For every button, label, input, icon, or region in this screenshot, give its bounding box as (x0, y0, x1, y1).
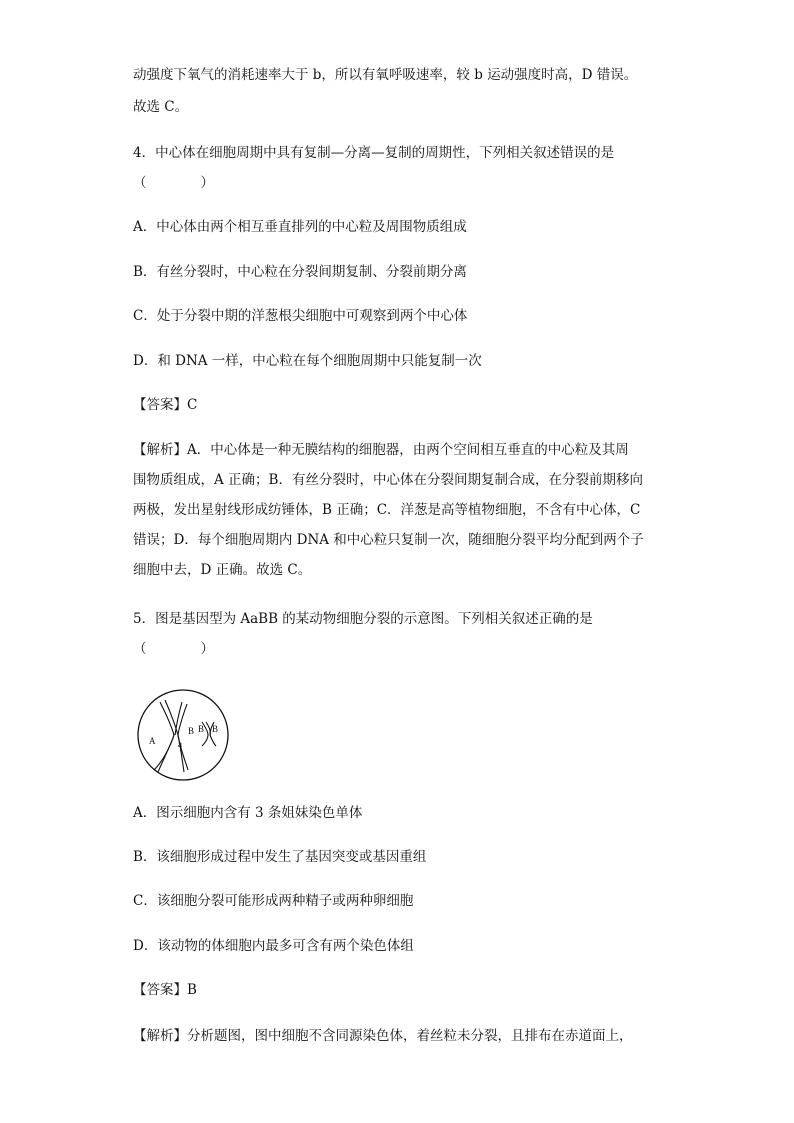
question-4-blank: （ ） (133, 175, 214, 191)
cell-division-diagram (130, 688, 240, 792)
gene-label: B (198, 724, 205, 734)
question-5-analysis: 【解析】分析题图，图中细胞不含同源染色体，着丝粒未分裂，且排布在赤道面上， (133, 1028, 633, 1044)
text-line: 细胞中去，D 正确。故选 C。 (133, 562, 312, 578)
question-5-blank: （ ） (133, 641, 214, 657)
text-line: 动强度下氧气的消耗速率大于 b，所以有氧呼吸速率，较 b 运动强度时高，D 错误。 (133, 67, 638, 83)
question-4-analysis: 【解析】A．中心体是一种无膜结构的细胞器，由两个空间相互垂直的中心粒及其周 (133, 442, 629, 458)
question-5-option-d: D．该动物的体细胞内最多可含有两个染色体组 (133, 938, 414, 954)
text-line: 错误；D．每个细胞周期内 DNA 和中心粒只复制一次，随细胞分裂平均分配到两个子 (133, 532, 644, 548)
question-4-option-a: A．中心体由两个相互垂直排列的中心粒及周围物质组成 (133, 219, 467, 235)
question-5-stem: 5．图是基因型为 AaBB 的某动物细胞分裂的示意图。下列相关叙述正确的是 (133, 611, 593, 627)
cell-diagram-svg (130, 688, 240, 788)
question-5-answer: 【答案】B (133, 982, 197, 998)
chromosome-large (154, 700, 188, 772)
question-4-stem: 4．中心体在细胞周期中具有复制—分离—复制的周期性，下列相关叙述错误的是 (133, 145, 615, 161)
gene-label: B (212, 724, 219, 734)
question-5-option-c: C．该细胞分裂可能形成两种精子或两种卵细胞 (133, 893, 414, 909)
question-4-option-c: C．处于分裂中期的洋葱根尖细胞中可观察到两个中心体 (133, 308, 468, 324)
text-line: 故选 C。 (133, 99, 189, 115)
question-5-option-a: A．图示细胞内含有 3 条姐妹染色单体 (133, 805, 363, 821)
question-4-option-d: D．和 DNA 一样，中心粒在每个细胞周期中只能复制一次 (133, 353, 482, 369)
gene-label: B (188, 726, 195, 736)
gene-label: A (149, 736, 156, 746)
text-line: 围物质组成，A 正确；B．有丝分裂时，中心体在分裂间期复制合成，在分裂前期移向 (133, 472, 643, 488)
question-5-option-b: B．该细胞形成过程中发生了基因突变或基因重组 (133, 849, 427, 865)
gene-label: a (178, 739, 182, 749)
text-line: 两极，发出星射线形成纺锤体，B 正确；C．洋葱是高等植物细胞，不含有中心体，C (133, 502, 641, 518)
question-4-answer: 【答案】C (133, 397, 198, 413)
question-4-option-b: B．有丝分裂时，中心粒在分裂间期复制、分裂前期分离 (133, 264, 467, 280)
